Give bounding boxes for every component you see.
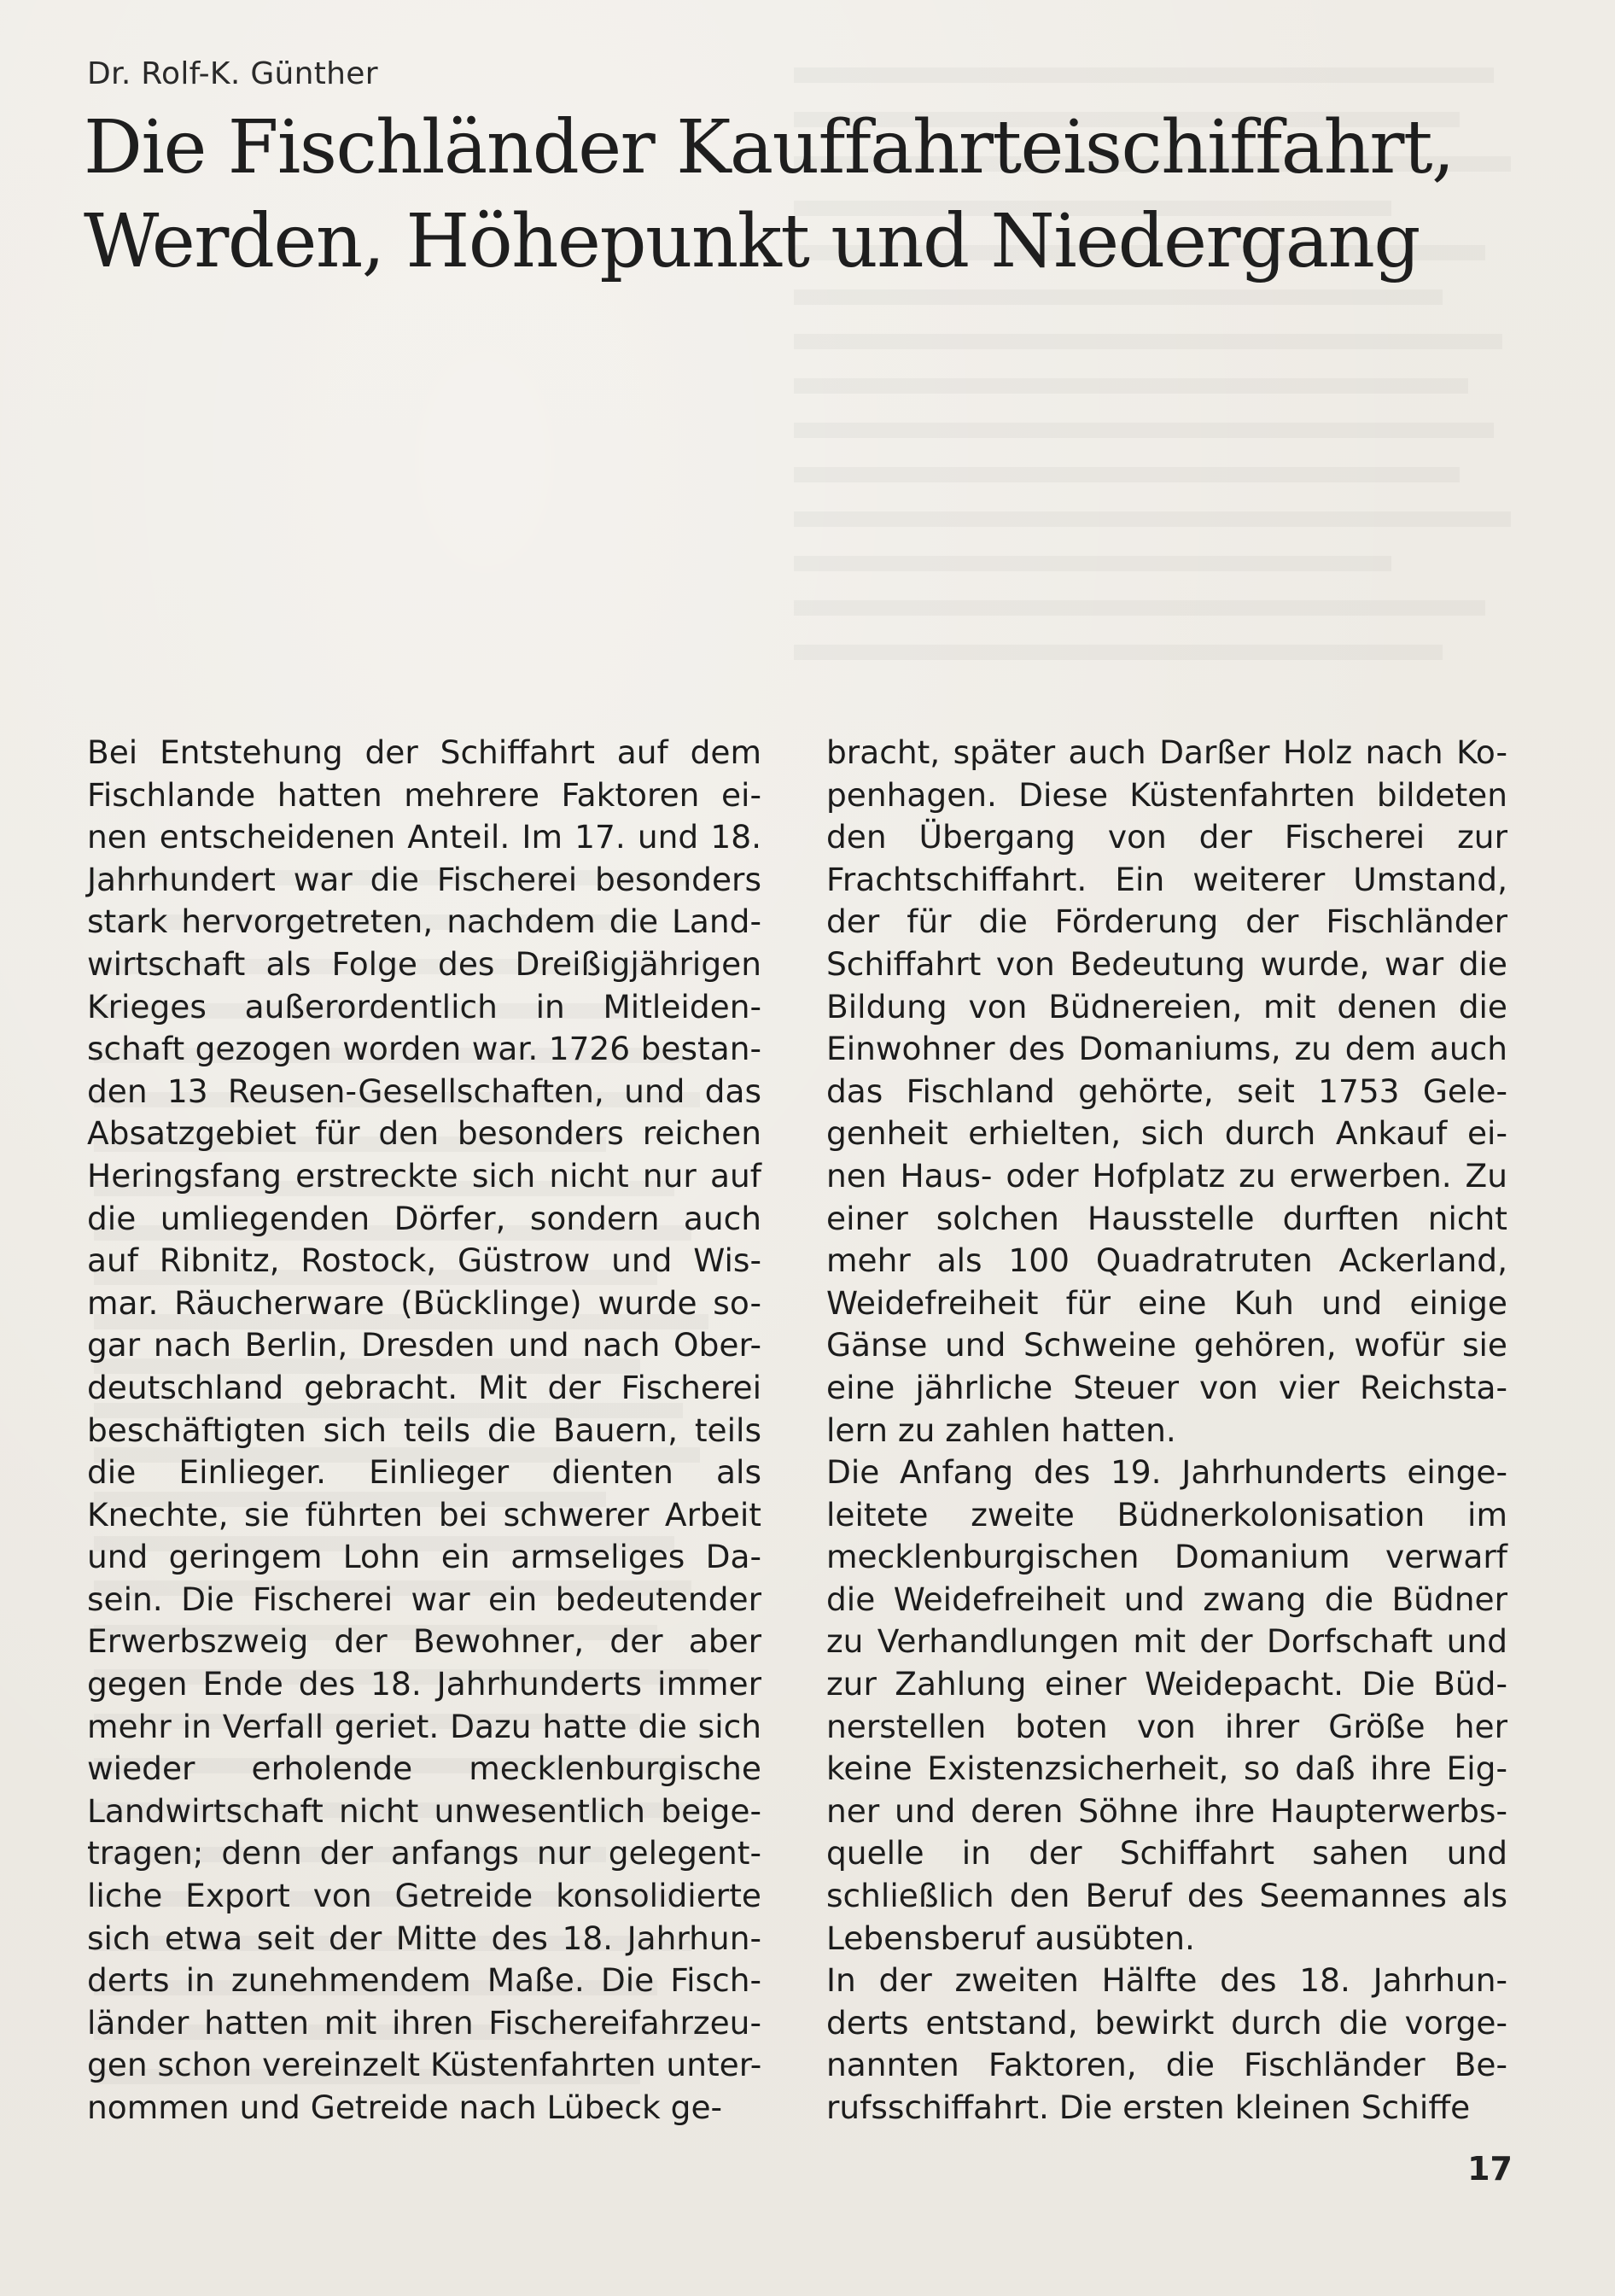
- text-line: mehr als 100 Quadratruten Ackerland,: [826, 1241, 1507, 1280]
- text-line: bracht, später auch Darßer Holz nach Ko-: [826, 733, 1507, 771]
- page-number: 17: [1467, 2150, 1513, 2188]
- text-line: den Übergang von der Fischerei zur: [826, 818, 1507, 856]
- text-line: Absatzgebiet für den besonders reichen: [87, 1114, 761, 1153]
- text-line: Lebensberuf ausübten.: [826, 1919, 1195, 1957]
- text-line: stark hervorgetreten, nachdem die Land-: [87, 903, 761, 941]
- text-line: Schiffahrt von Bedeutung wurde, war die: [826, 944, 1507, 983]
- text-line: keine Existenzsicherheit, so daß ihre Eig-: [826, 1750, 1507, 1788]
- text-line: Fischlande hatten mehrere Faktoren ei-: [87, 775, 761, 814]
- text-line: und geringem Lohn ein armseliges Da-: [87, 1538, 761, 1576]
- text-line: liche Export von Getreide konsolidierte: [87, 1877, 761, 1915]
- text-line: genheit erhielten, sich durch Ankauf ei-: [826, 1114, 1507, 1153]
- text-line: die Weidefreiheit und zwang die Büdner: [826, 1580, 1507, 1618]
- text-line: schließlich den Beruf des Seemannes als: [826, 1877, 1507, 1915]
- article-title: [84, 101, 1552, 289]
- text-line: derts in zunehmendem Maße. Die Fisch-: [87, 1961, 761, 2000]
- text-line: die Einlieger. Einlieger dienten als: [87, 1453, 761, 1492]
- text-line: das Fischland gehörte, seit 1753 Gele-: [826, 1072, 1507, 1110]
- text-line: quelle in der Schiffahrt sahen und: [826, 1834, 1507, 1872]
- text-line: rufsschiffahrt. Die ersten kleinen Schiffe: [826, 2089, 1471, 2126]
- text-line: Die Anfang des 19. Jahrhunderts einge-: [826, 1453, 1507, 1492]
- text-line: eine jährliche Steuer von vier Reichsta-: [826, 1368, 1507, 1406]
- text-line: einer solchen Hausstelle durften nicht: [826, 1199, 1507, 1237]
- text-line: Landwirtschaft nicht unwesentlich beige-: [87, 1791, 761, 1830]
- text-line: zur Zahlung einer Weidepacht. Die Büd-: [826, 1665, 1507, 1703]
- text-line: sein. Die Fischerei war ein bedeutender: [87, 1580, 761, 1618]
- text-line: mar. Räucherware (Bücklinge) wurde so-: [87, 1283, 761, 1322]
- text-line: Knechte, sie führten bei schwerer Arbeit: [87, 1495, 761, 1534]
- text-line: leitete zweite Büdnerkolonisation im: [826, 1495, 1507, 1534]
- text-line: nannten Faktoren, die Fischländer Be-: [826, 2046, 1507, 2084]
- text-column-left: [87, 732, 761, 2129]
- text-line: Gänse und Schweine gehören, wofür sie: [826, 1326, 1507, 1364]
- text-line: lern zu zahlen hatten.: [826, 1411, 1176, 1449]
- title-line: Die Fischländer Kauffahrteischiffahrt,: [84, 105, 1454, 190]
- text-line: wieder erholende mecklenburgische: [87, 1750, 761, 1788]
- text-line: Bildung von Büdnereien, mit denen die: [826, 987, 1507, 1025]
- text-line: den 13 Reusen-Gesellschaften, und das: [87, 1072, 761, 1110]
- text-line: Erwerbszweig der Bewohner, der aber: [87, 1622, 761, 1661]
- text-line: In der zweiten Hälfte des 18. Jahrhun-: [826, 1961, 1507, 2000]
- text-line: tragen; denn der anfangs nur gelegent-: [87, 1834, 761, 1872]
- text-line: Einwohner des Domaniums, zu dem auch: [826, 1030, 1507, 1068]
- text-line: gen schon vereinzelt Küstenfahrten unter-: [87, 2046, 762, 2084]
- text-line: der für die Förderung der Fischländer: [826, 903, 1507, 941]
- text-line: gar nach Berlin, Dresden und nach Ober-: [87, 1326, 761, 1364]
- text-line: Krieges außerordentlich in Mitleiden-: [87, 987, 761, 1025]
- text-line: länder hatten mit ihren Fischereifahrzeu-: [87, 2003, 761, 2042]
- text-line: nen entscheidenen Anteil. Im 17. und 18.: [87, 818, 761, 856]
- text-line: deutschland gebracht. Mit der Fischerei: [87, 1368, 761, 1406]
- text-line: zu Verhandlungen mit der Dorfschaft und: [826, 1622, 1507, 1661]
- text-line: Jahrhundert war die Fischerei besonders: [87, 860, 761, 898]
- text-line: schaft gezogen worden war. 1726 bestan-: [87, 1030, 761, 1068]
- text-line: nen Haus- oder Hofplatz zu erwerben. Zu: [826, 1156, 1507, 1195]
- text-line: derts entstand, bewirkt durch die vorge-: [826, 2003, 1507, 2042]
- text-line: penhagen. Diese Küstenfahrten bildeten: [826, 775, 1507, 814]
- title-line: Werden, Höhepunkt und Niedergang: [84, 199, 1420, 284]
- text-line: auf Ribnitz, Rostock, Güstrow und Wis-: [87, 1241, 761, 1280]
- text-line: beschäftigten sich teils die Bauern, teils: [87, 1411, 761, 1449]
- text-line: Weidefreiheit für eine Kuh und einige: [826, 1283, 1507, 1322]
- text-column-right: [826, 732, 1507, 2129]
- text-line: ner und deren Söhne ihre Haupterwerbs-: [826, 1791, 1507, 1830]
- text-line: Heringsfang erstreckte sich nicht nur auf: [87, 1156, 761, 1195]
- text-line: mehr in Verfall geriet. Dazu hatte die sich: [87, 1707, 761, 1745]
- text-line: wirtschaft als Folge des Dreißigjährigen: [87, 944, 761, 983]
- text-line: Frachtschiffahrt. Ein weiterer Umstand,: [826, 860, 1507, 898]
- text-line: nerstellen boten von ihrer Größe her: [826, 1707, 1507, 1745]
- text-line: nommen und Getreide nach Lübeck ge-: [87, 2089, 723, 2126]
- text-line: mecklenburgischen Domanium verwarf: [826, 1538, 1507, 1576]
- author-name: Dr. Rolf-K. Günther: [87, 56, 378, 91]
- text-line: sich etwa seit der Mitte des 18. Jahrhun-: [87, 1919, 761, 1957]
- text-line: die umliegenden Dörfer, sondern auch: [87, 1199, 761, 1237]
- text-line: Bei Entstehung der Schiffahrt auf dem: [87, 733, 761, 771]
- text-line: gegen Ende des 18. Jahrhunderts immer: [87, 1665, 761, 1703]
